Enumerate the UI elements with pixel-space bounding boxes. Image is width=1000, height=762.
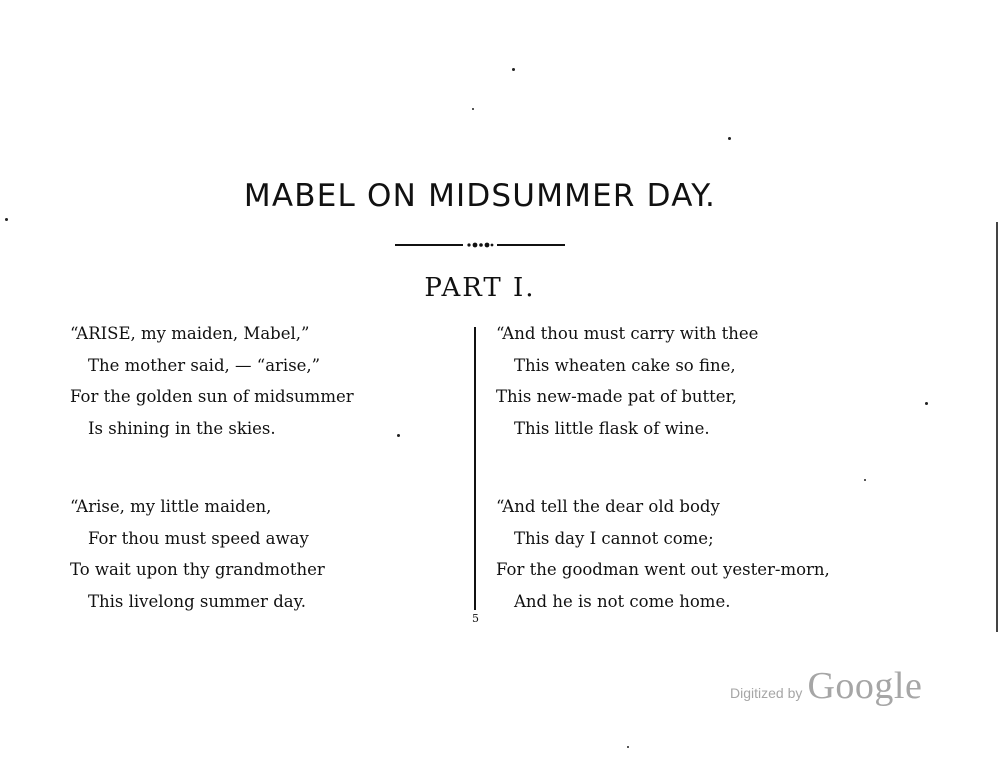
scan-speck [472,108,474,110]
stanza-right-1 [496,318,758,444]
poem-line: This day I cannot come; [514,528,714,548]
poem-line: This wheaten cake so fine, [514,355,736,375]
poem-line: “ARISE, my maiden, Mabel,” [70,324,310,343]
stanza-left-1 [70,318,354,444]
poem-line: For thou must speed away [88,528,309,548]
stanza-left-2 [70,491,325,617]
scan-speck [925,402,928,405]
page-number: 5 [472,612,479,625]
poem-line: The mother said, — “arise,” [88,355,321,375]
title-ornament-rule [395,240,565,250]
digitized-by-watermark [730,664,922,708]
poem-line: This livelong summer day. [88,591,306,611]
poem-line: “Arise, my little maiden, [70,497,272,516]
google-logo-text: Google [807,665,923,707]
scan-speck [627,746,629,748]
scan-speck [512,68,515,71]
poem-line: To wait upon thy grandmother [70,560,325,579]
watermark-prefix: Digitized by [730,685,803,701]
poem-line: This little flask of wine. [514,418,710,438]
scan-speck [5,218,8,221]
poem-line: For the golden sun of midsummer [70,387,354,406]
poem-line: This new-made pat of butter, [496,387,737,406]
scan-speck [728,137,731,140]
poem-line: For the goodman went out yester-morn, [496,560,830,579]
poem-title: MABEL ON MIDSUMMER DAY. [243,178,717,214]
poem-line: “And tell the dear old body [496,497,720,516]
poem-line: And he is not come home. [514,591,731,611]
part-heading: PART I. [424,273,536,303]
scan-speck [864,479,866,481]
poem-line: Is shining in the skies. [88,418,276,438]
scan-speck [397,434,400,437]
poem-line: “And thou must carry with thee [496,324,759,343]
page-edge-line [996,222,998,632]
column-divider [474,327,476,610]
stanza-right-2 [496,491,830,617]
